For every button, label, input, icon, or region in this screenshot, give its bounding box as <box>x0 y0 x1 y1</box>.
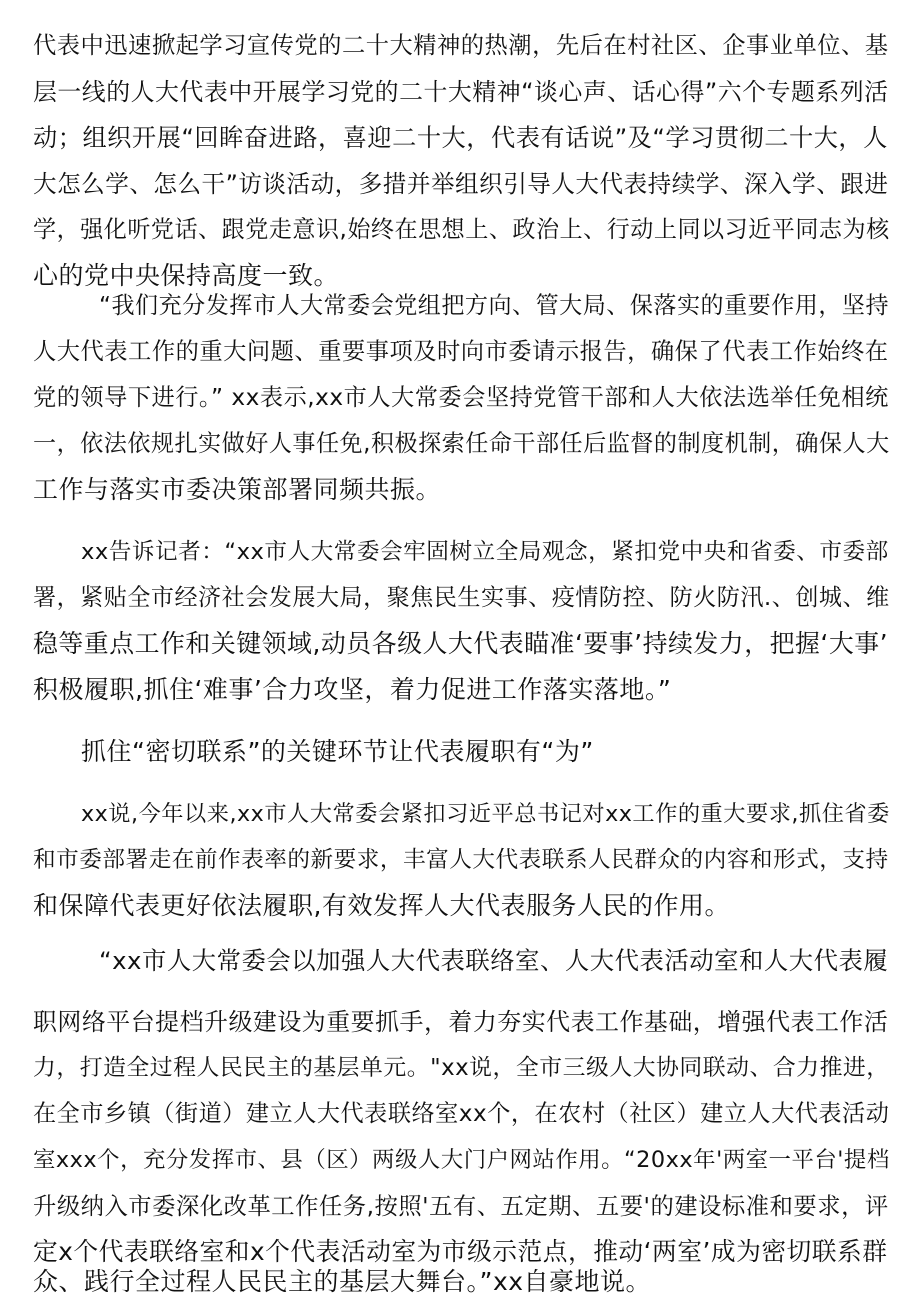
paragraph-5-line-7: 定x个代表联络室和x个代表活动室为市级示范点，推动‘两室’成为密切联系群 <box>33 1237 888 1266</box>
paragraph-3-line-2: 署，紧贴全市经济社会发展大局，聚焦民生实事、疫情防控、防火防汛.、创城、维 <box>33 585 890 611</box>
paragraph-1-line-3: 动；组织开展“回眸奋进路，喜迎二十大，代表有话说”及“学习贯彻二十大，人 <box>33 124 888 152</box>
paragraph-5-line-6: 升级纳入市委深化改革工作任务,按照'五有、五定期、五要'的建设标准和要求，评 <box>33 1192 889 1220</box>
paragraph-5-line-8: 众、践行全过程人民民主的基层大舞台。”xx自豪地说。 <box>33 1267 652 1296</box>
paragraph-4-line-1: xx说,今年以来,xx市人大常委会紧扣习近平总书记对xx工作的重大要求,抓住省委 <box>81 801 890 827</box>
paragraph-1-line-5: 学，强化听党话、跟党走意识,始终在思想上、政治上、行动上同以习近平同志为核 <box>33 217 890 243</box>
paragraph-3-line-1: xx告诉记者：“xx市人大常委会牢固树立全局观念，紧扣党中央和省委、市委部 <box>81 539 889 565</box>
paragraph-2-line-4: 一，依法依规扎实做好人事任免,积极探索任命干部任后监督的制度机制，确保人大 <box>33 431 890 457</box>
section-heading: 抓住“密切联系”的关键环节让代表履职有“为” <box>81 737 594 766</box>
paragraph-3-line-4: 积极履职,抓住‘难事’合力攻坚，着力促进工作落实落地。” <box>33 675 672 704</box>
paragraph-2-line-2: 人大代表工作的重大问题、重要事项及时向市委请示报告，确保了代表工作始终在 <box>33 338 889 365</box>
paragraph-2-line-5: 工作与落实市委决策部署同频共振。 <box>33 475 442 504</box>
paragraph-4-line-3: 和保障代表更好依法履职,有效发挥人大代表服务人民的作用。 <box>33 891 730 920</box>
paragraph-1-line-2: 层一线的人大代表中开展学习党的二十大精神“谈心声、话心得”六个专题系列活 <box>33 78 889 106</box>
paragraph-1-line-4: 大怎么学、怎么干”访谈活动，多措并举组织引导人大代表持续学、深入学、跟进 <box>33 170 889 198</box>
paragraph-5-line-2: 职网络平台提档升级建设为重要抓手，着力夯实代表工作基础，增强代表工作活 <box>33 1008 889 1036</box>
paragraph-2-line-3: 党的领导下进行。” xx表示,xx市人大常委会坚持党管干部和人大依法选举任免相统 <box>33 384 889 411</box>
paragraph-1-line-6: 心的党中央保持高度一致。 <box>33 261 340 290</box>
paragraph-5-line-3: 力，打造全过程人民民主的基层单元。"xx说，全市三级人大协同联动、合力推进， <box>33 1055 890 1081</box>
paragraph-2-line-1: “我们充分发挥市人大常委会党组把方向、管大局、保落实的重要作用，坚持 <box>99 293 890 319</box>
paragraph-4-line-2: 和市委部署走在前作表率的新要求，丰富人大代表联系人民群众的内容和形式，支持 <box>33 847 889 873</box>
paragraph-5-line-4: 在全市乡镇（街道）建立人大代表联络室xx个，在农村（社区）建立人大代表活动 <box>33 1101 890 1127</box>
paragraph-1-line-1: 代表中迅速掀起学习宣传党的二十大精神的热潮，先后在村社区、企事业单位、基 <box>33 32 889 59</box>
paragraph-5-line-1: “xx市人大常委会以加强人大代表联络室、人大代表活动室和人大代表履 <box>99 946 889 975</box>
paragraph-5-line-5: 室xxx个，充分发挥市、县（区）两级人大门户网站作用。“20xx年'两室一平台'提档 <box>33 1147 890 1173</box>
paragraph-3-line-3: 稳等重点工作和关键领域,动员各级人大代表瞄准‘要事’持续发力，把握‘大事’ <box>33 629 889 658</box>
